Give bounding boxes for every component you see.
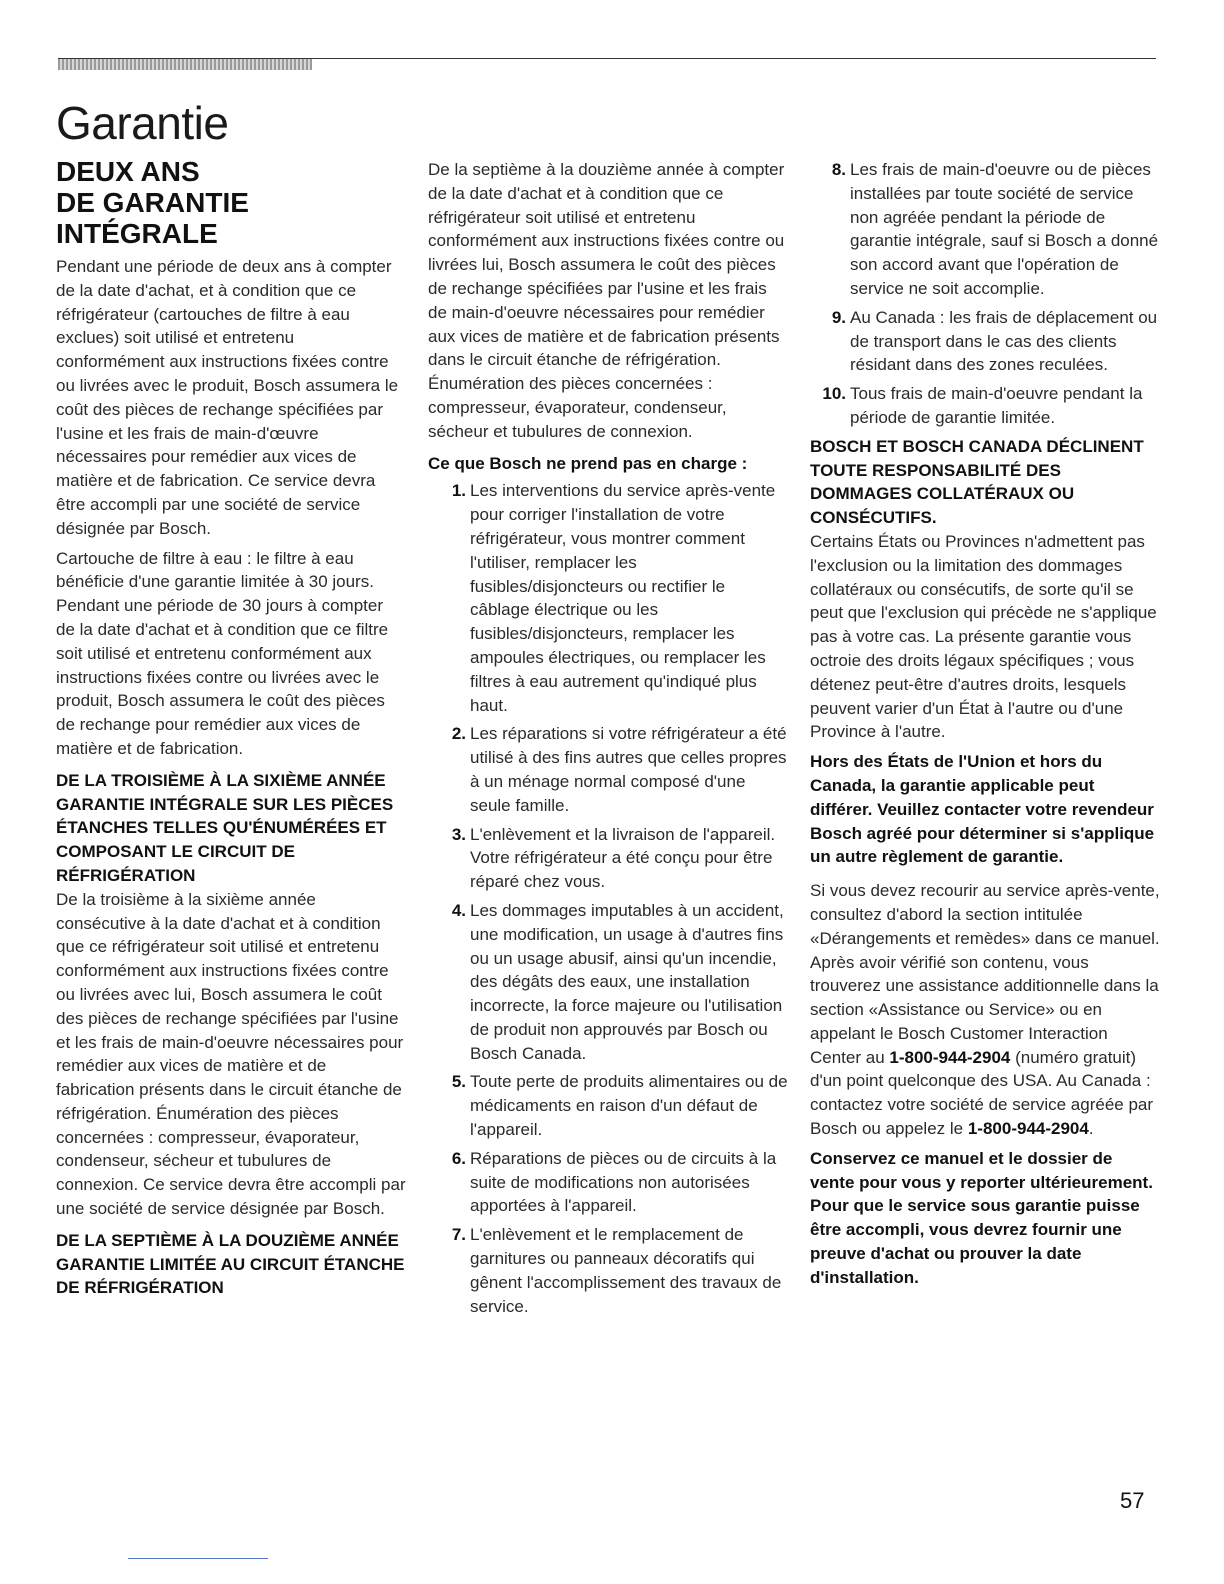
not-covered-list-continued [810,158,1160,430]
two-year-warranty-heading [56,156,406,249]
list-text: Les dommages imputables à un accident, une modification, un usage à d'autres fins ou un usage abusif, ainsi qu'un incendie, des dégâts des eaux, une installation incorrecte, la force majeure ou l'utilisation de produit non approuvés par Bosch ou Bosch Canada. [470,900,784,1063]
years-3-6-heading: DE LA TROISIÈME À LA SIXIÈME ANNÉE [56,770,386,790]
list-item [428,479,788,717]
list-item [428,722,788,817]
heading-line: INTÉGRALE [56,218,218,249]
years-7-12-heading: DE LA SEPTIÈME À LA DOUZIÈME ANNÉE [56,1230,399,1250]
list-item [428,899,788,1066]
list-text: Au Canada : les frais de déplacement ou de transport dans le cas des clients résidant dans des zones reculées. [850,307,1158,375]
list-item [810,306,1160,377]
phone-number: 1-800-944-2904 [889,1047,1011,1067]
list-text: Les réparations si votre réfrigérateur a été utilisé à des fins autres que celles propres à un ménage normal composé d'une seule famille. [470,724,787,815]
page-number: 57 [1120,1488,1145,1513]
list-number: 9. [831,307,846,327]
column-3 [810,158,1160,1296]
list-text: Les frais de main-d'oeuvre ou de pièces installées par toute société de service non agréée pendant la période de garantie intégrale, sauf si Bosch a donné son accord avant que l'opération de service ne soit accomplie. [850,160,1159,298]
list-item [810,382,1160,430]
years-3-6-paragraph: De la troisième à la sixième année consécutive à la date d'achat et à condition que ce réfrigérateur soit utilisé et entretenu conformément aux instructions fixées contre ou livrées avec lui, Bosch assumera le coût des pièces de rechange spécifiées par l'usine et les frais de main-d'oeuvre nécessaires pour remédier aux vices de matière et de fabrication présents dans le circuit étanche de réfrigération. Énumération des pièces concernées : compresseur, évaporateur, condenseur, sécheur et tubulures de connexion. Ce service devra être accompli par une société de service désignée par Bosch. [56,889,406,1219]
service-text: . [1088,1119,1094,1139]
list-item [810,158,1160,301]
list-text: Toute perte de produits alimentaires ou de médicaments en raison d'un défaut de l'appareil. [470,1072,788,1140]
water-filter-paragraph: Cartouche de filtre à eau : le filtre à eau bénéficie d'une garantie limitée à 30 jours. Pendant une période de 30 jours à compter de la date d'achat et à condition que ce filtre soit utilisé et entretenu conformément aux instructions fixées contre ou livrées avec le produit, Bosch assumera le coût des pièces de rechange pour remédier aux vices de matière et de fabrication. [56,548,389,758]
list-number: 1. [451,481,466,501]
list-number: 3. [451,824,466,844]
outside-us-paragraph: Hors des États de l'Union et hors du Canada, la garantie applicable peut différer. Veuillez contacter votre revendeur Bosch agréé pour déterminer si s'applique un autre règlement de garantie. [810,752,1155,867]
list-number: 7. [451,1225,466,1245]
disclaimer-heading: BOSCH ET BOSCH CANADA DÉCLINENT TOUTE RESPONSABILITÉ DES DOMMAGES COLLATÉRAUX OU CONSÉCUTIFS. [810,436,1144,528]
service-contact-paragraph [810,879,1160,1141]
column-1 [56,156,406,1300]
list-number: 2. [451,724,466,744]
list-item [428,1147,788,1218]
page-title: Garantie [56,97,229,149]
list-text: L'enlèvement et la livraison de l'appareil. Votre réfrigérateur a été conçu pour être réparé chez vous. [470,824,776,892]
footer-line [128,1558,268,1559]
state-rights-paragraph: Certains États ou Provinces n'admettent pas l'exclusion ou la limitation des dommages collatéraux ou consécutifs, de sorte qu'il se peut que l'exclusion qui précède ne s'applique pas à votre cas. La présente garantie vous octroie des droits légaux spécifiques ; vous détenez peut-être d'autres droits, lesquels peuvent varier d'un État à l'autre ou d'une Province à l'autre. [810,531,1157,742]
list-number: 4. [451,900,466,920]
list-text: Tous frais de main-d'oeuvre pendant la période de garantie limitée. [850,384,1143,427]
service-text: Si vous devez recourir au service après-vente, consultez d'abord la section intitulée «Dérangements et remèdes» dans ce manuel. Après avoir vérifié son contenu, vous trouverez une assistance additionnelle dans la section «Assistance ou Service» ou en appelant le Bosch Customer Interaction Center au [810,881,1160,1067]
sealed-parts-warranty-heading: GARANTIE INTÉGRALE SUR LES PIÈCES ÉTANCHES TELLES QU'ÉNUMÉRÉES ET COMPOSANT LE CIRCUIT DE RÉFRIGÉRATION [56,794,394,885]
limited-warranty-heading: GARANTIE LIMITÉE AU CIRCUIT ÉTANCHE DE RÉFRIGÉRATION [56,1254,405,1298]
list-number: 5. [451,1072,466,1092]
full-warranty-paragraph: Pendant une période de deux ans à compter de la date d'achat, et à condition que ce réfrigérateur (cartouches de filtre à eau exclues) soit utilisé et entretenu conformément aux instructions fixées contre ou livrées avec le produit, Bosch assumera le coût des pièces de rechange spécifiées par l'usine et les frais de main-d'œuvre nécessaires pour remédier aux vices de matière et de fabrication. Ce service devra être accompli par une société de service désignée par Bosch. [56,257,399,538]
heading-line: DE GARANTIE [56,187,249,218]
column-2 [428,158,788,1323]
list-text: Les interventions du service après-vente pour corriger l'installation de votre réfrigérateur, vous montrer comment l'utiliser, remplacer les fusibles/disjoncteurs ou rectifier le câblage électrique ou les fusibles/disjoncteurs, remplacer les ampoules électriques, ou remplacer les filtres à eau autrement qu'indiqué plus haut. [470,481,776,715]
service-text: (numéro gratuit) d'un point quelconque des USA. Au Canada : contactez votre société de service agréée par Bosch ou appelez le [810,1047,1154,1139]
not-covered-list [428,479,788,1318]
list-item [428,1070,788,1141]
phone-number: 1-800-944-2904 [967,1119,1089,1139]
years-7-12-paragraph: De la septième à la douzième année à compter de la date d'achat et à condition que ce réfrigérateur soit utilisé et entretenu conformément aux instructions fixées contre ou livrées lui, Bosch assumera le coût des pièces de rechange spécifiées par l'usine et les frais de main-d'oeuvre nécessaires pour remédier aux vices de matière et de fabrication présents dans le circuit étanche de réfrigération. Énumération des pièces concernées : compresseur, évaporateur, condenseur, sécheur et tubulures de connexion. [428,160,785,441]
list-text: Réparations de pièces ou de circuits à la suite de modifications non autorisées apportées à l'appareil. [470,1148,777,1216]
list-item [428,1223,788,1318]
list-number: 8. [831,160,846,179]
list-item [428,823,788,894]
header-rule [58,58,1156,59]
not-covered-heading: Ce que Bosch ne prend pas en charge : [428,453,748,473]
list-number: 6. [451,1148,466,1168]
keep-manual-paragraph: Conservez ce manuel et le dossier de vente pour vous y reporter ultérieurement. Pour que le service sous garantie puisse être accompli, vous devrez fournir une preuve d'achat ou prouver la date d'installation. [810,1148,1153,1287]
list-text: L'enlèvement et le remplacement de garnitures ou panneaux décoratifs qui gênent l'accomplissement des travaux de service. [470,1225,782,1316]
list-number: 10. [822,384,846,404]
heading-line: DEUX ANS [56,156,200,187]
header-pattern-bar [58,58,312,70]
